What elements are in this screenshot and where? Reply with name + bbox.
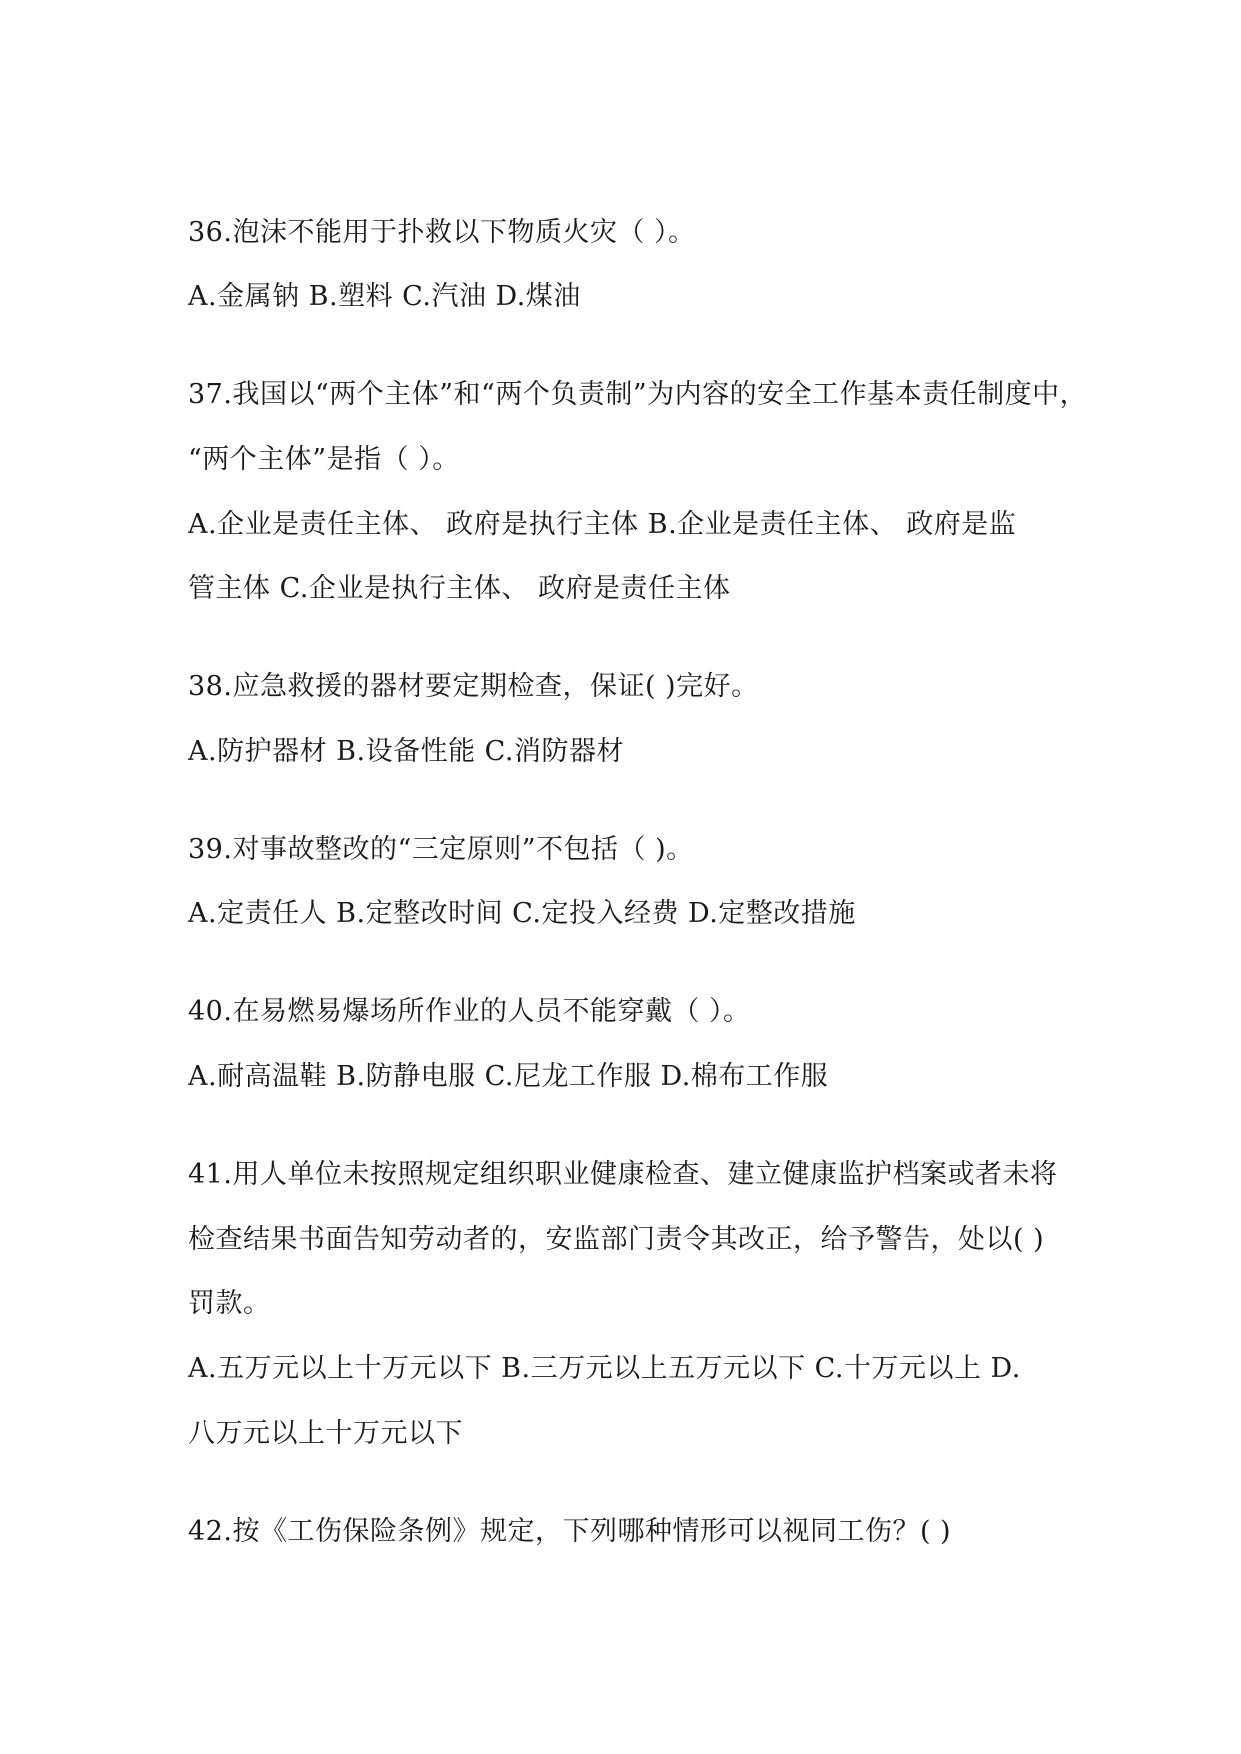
question-41-options-line-1: A.五万元以上十万元以下 B.三万元以上五万元以下 C.十万元以上 D. <box>188 1353 1021 1384</box>
question-37-options-line-2: 管主体 C.企业是执行主体、 政府是责任主体 <box>188 573 731 604</box>
question-37-stem-line-1: 37.我国以“两个主体”和“两个负责制”为内容的安全工作基本责任制度中， <box>188 379 1088 410</box>
question-40-options: A.耐高温鞋 B.防静电服 C.尼龙工作服 D.棉布工作服 <box>188 1061 829 1092</box>
question-42-stem: 42.按《工伤保险条例》规定，下列哪种情形可以视同工伤？( ) <box>188 1516 952 1547</box>
question-36-options: A.金属钠 B.塑料 C.汽油 D.煤油 <box>188 281 581 312</box>
question-41-stem-line-3: 罚款。 <box>188 1288 271 1319</box>
question-37-options-line-1: A.企业是责任主体、 政府是执行主体 B.企业是责任主体、 政府是监 <box>188 509 1017 540</box>
question-41-stem-line-2: 检查结果书面告知劳动者的，安监部门责令其改正，给予警告，处以( ) <box>188 1224 1045 1255</box>
question-41-stem-line-1: 41.用人单位未按照规定组织职业健康检查、建立健康监护档案或者未将 <box>188 1159 1058 1190</box>
question-37-stem-line-2: “两个主体”是指（ ）。 <box>188 444 460 475</box>
question-41-options-line-2: 八万元以上十万元以下 <box>188 1418 463 1449</box>
question-40-stem: 40.在易燃易爆场所作业的人员不能穿戴（ ）。 <box>188 996 751 1027</box>
question-39-options: A.定责任人 B.定整改时间 C.定投入经费 D.定整改措施 <box>188 898 856 929</box>
question-38-options: A.防护器材 B.设备性能 C.消防器材 <box>188 736 624 767</box>
question-36-stem: 36.泡沫不能用于扑救以下物质火灾（ ）。 <box>188 217 696 248</box>
question-39-stem: 39.对事故整改的“三定原则”不包括（ )。 <box>188 834 694 865</box>
question-38-stem: 38.应急救援的器材要定期检查，保证( )完好。 <box>188 671 759 702</box>
